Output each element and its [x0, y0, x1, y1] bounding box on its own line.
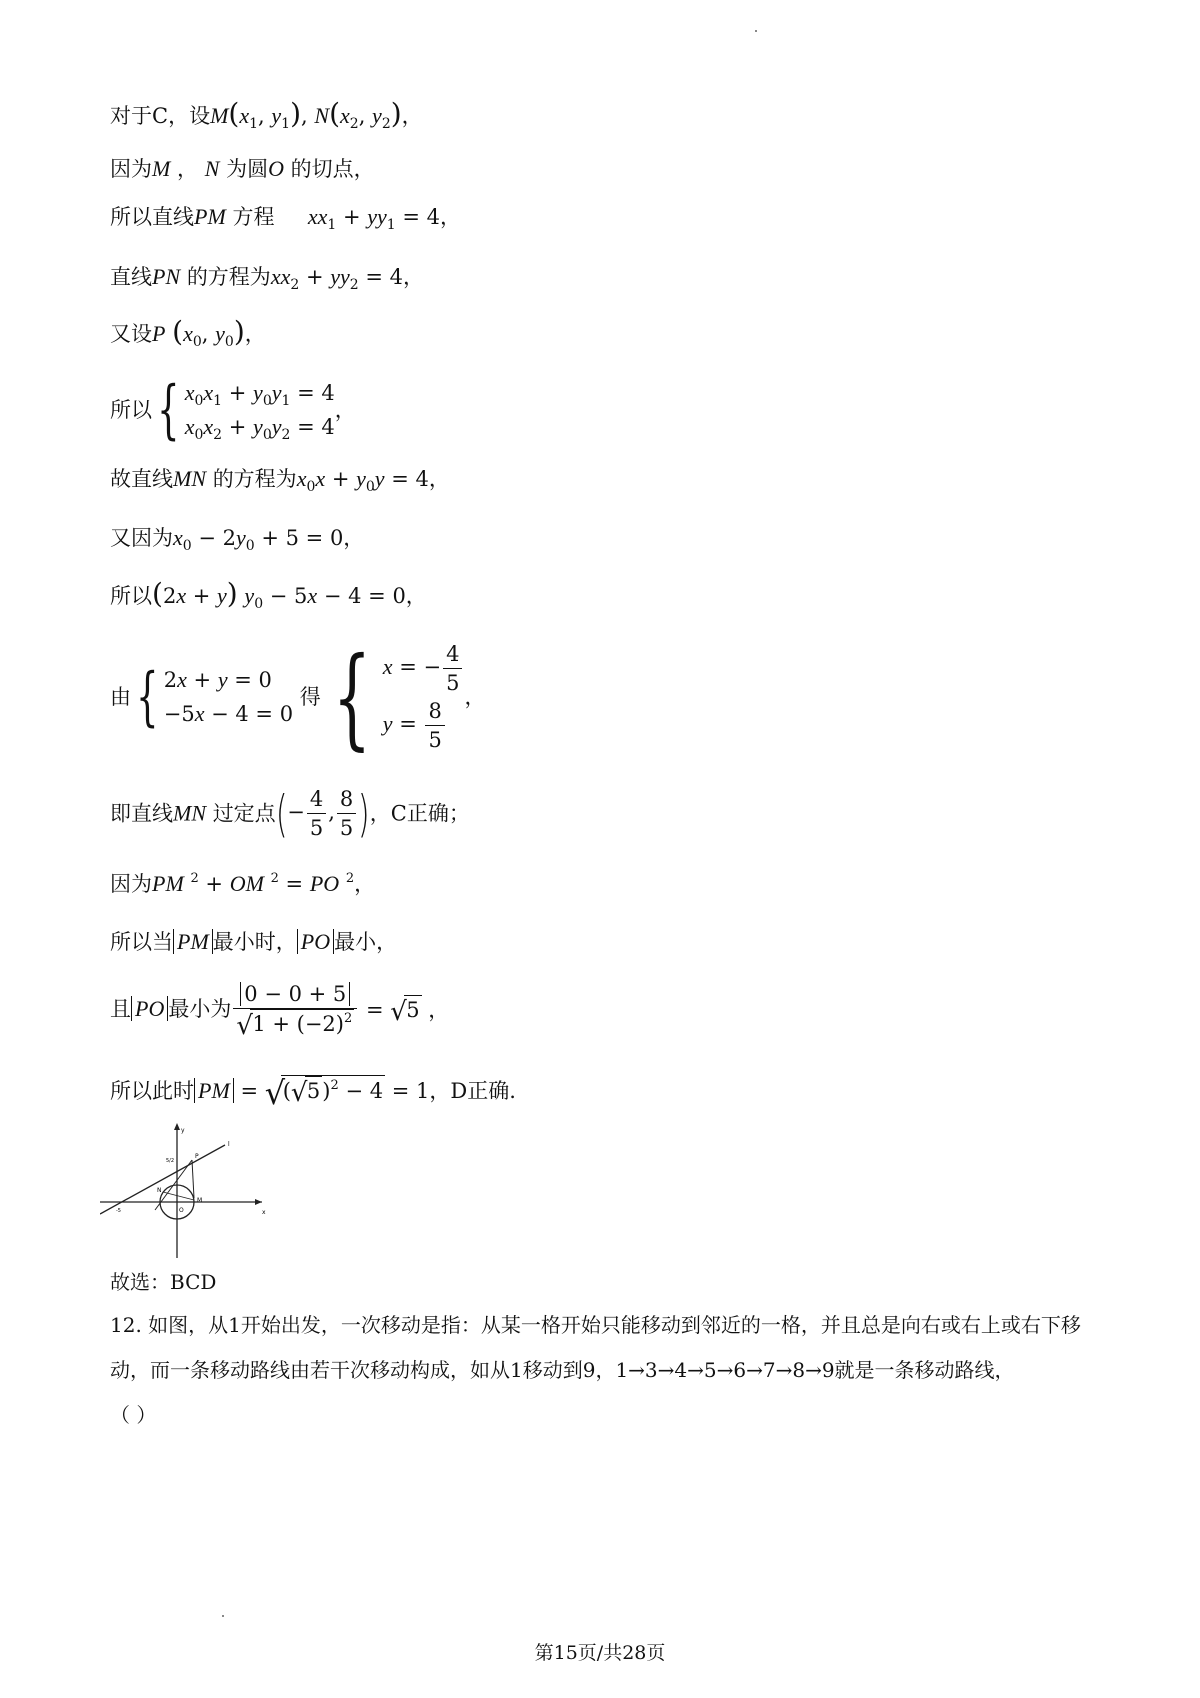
line-fixed-point: 即直线MN 过定点(− $\frac{4}{5}$ , $\frac{8}{5}$ )，C正确；: [110, 784, 470, 843]
text: 最小为: [168, 997, 232, 1021]
text: 又因为: [110, 526, 173, 550]
text: 即直线: [110, 801, 173, 826]
label-o: O: [179, 1207, 184, 1214]
line-pn-equation: 直线PN 的方程为$xx_2 + yy_2 = 4$，: [110, 264, 424, 293]
line-pythagoras: 因为PM $^2$ + OM $^2$ = PO $^2$，: [110, 871, 376, 896]
question-12: [110, 1303, 1100, 1438]
label-y-intercept: 5/2: [166, 1158, 175, 1164]
answer-line: 故选：BCD: [110, 1270, 217, 1294]
line-setup-mn: 对于C，设$M(x_1$, $y_1$), $N(x_2$, $y_2$)，: [110, 97, 423, 132]
text: 又设: [110, 322, 152, 346]
label-p: P: [195, 1153, 199, 1160]
line-po-min: 且 PO 最小为 0 − 0 + 5 √ $1 + (-2)^2$ = √ 5 ，: [110, 982, 450, 1041]
line-mn-equation: 故直线MN 的方程为$x_0x + y_0y = 4$，: [110, 466, 450, 495]
segment-mn: [163, 1192, 194, 1200]
text: 且: [110, 997, 131, 1021]
text: 最小，: [334, 930, 398, 954]
text: ，: [177, 157, 199, 181]
text: 因为: [110, 157, 152, 181]
line-system-1: 所以{ $x_0x_1 + y_0y_1 = 4$ $x_0x_2 + y_0y_2 = 4$，: [110, 373, 356, 447]
scan-artifact: [222, 1615, 224, 1617]
line-pm-equation: 所以直线PM 方程 $xx_1 + yy_1 = 4$，: [110, 204, 462, 233]
text: 因为: [110, 872, 152, 896]
text: 得: [299, 685, 321, 709]
text: 所以: [110, 398, 152, 422]
line-rearranged: 所以(2x + y) $y_0 - 5x - 4 = 0$，: [110, 577, 427, 612]
text: 的方程为: [186, 265, 271, 289]
label-x-intercept: -5: [116, 1208, 121, 1214]
line-minimum: 所以当 PM 最小时， PO 最小，: [110, 929, 398, 954]
text: 过定点: [212, 801, 276, 826]
y-axis-arrow: [174, 1123, 180, 1130]
text: 所以: [110, 584, 152, 608]
text: 故直线: [110, 467, 173, 491]
page-footer: 第15页/共28页: [534, 1642, 666, 1664]
label-m: M: [197, 1197, 203, 1204]
text: 所以此时: [110, 1079, 194, 1103]
tangent-pm: [192, 1160, 194, 1198]
label-l: l: [228, 1141, 230, 1148]
line-pm-value: 所以此时 PM = √ ( √ 5)$^2$ − 4 = 1，D正确.: [110, 1074, 516, 1112]
coordinate-figure: [100, 1120, 280, 1260]
label-n: N: [157, 1187, 162, 1194]
question-text: 12. 如图，从1开始出发，一次移动是指：从某一格开始只能移动到邻近的一格，并且总是向右或右上或右下移动，而一条移动路线由若干次移动构成，如从1移动到9，1→3→4→5→6→7→8→9就是一条移动路线，: [110, 1313, 1081, 1382]
question-blank: （ ）: [110, 1403, 157, 1427]
text: 方程: [232, 205, 275, 229]
text: 对于C，设: [110, 104, 211, 128]
line-tangent-points: 因为M ， N 为圆O 的切点，: [110, 156, 375, 181]
line-l: [100, 1145, 225, 1214]
scan-artifact: [755, 30, 757, 32]
text: 直线: [110, 265, 152, 289]
line-p-on-l: 又因为$x_0 - 2y_0 + 5 = 0$，: [110, 525, 365, 554]
x-axis-arrow: [255, 1199, 262, 1205]
line-solve-system: 由{ 2x + y = 0 −5x − 4 = 0 得 { x = − $\frac{4}{5}$ y = $\frac{8}{5}$ ，: [110, 633, 486, 761]
text: 的方程为: [212, 467, 297, 491]
text: 为圆: [226, 157, 269, 181]
text: 由: [110, 685, 131, 709]
text: ，D正确.: [429, 1079, 516, 1103]
line-set-p: 又设P ($x_0$, $y_0$)，: [110, 315, 266, 350]
text: ，: [401, 104, 423, 128]
label-y: y: [181, 1127, 185, 1134]
label-x: x: [262, 1209, 266, 1216]
text: ，C正确；: [369, 801, 470, 826]
text: 所以直线: [110, 205, 194, 229]
text: 最小时，: [212, 930, 297, 954]
text: 所以当: [110, 930, 173, 954]
text: 的切点，: [290, 157, 375, 181]
